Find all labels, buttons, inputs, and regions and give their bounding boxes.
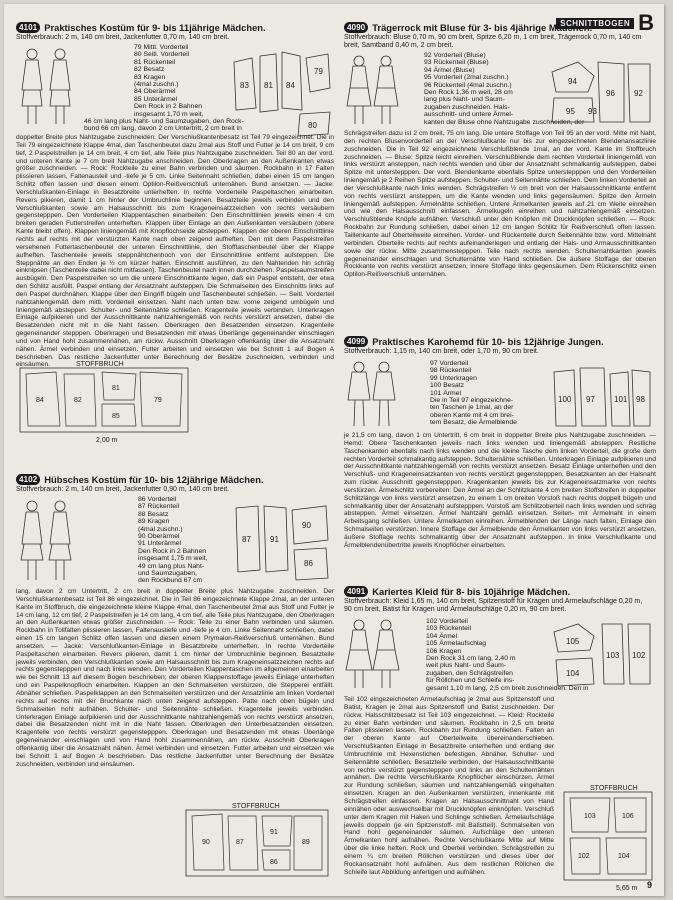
part-item: 81 Rückenteil: [134, 58, 176, 66]
part-item: (4mal zuschn.): [134, 81, 179, 89]
instructions-text: Schrägstreifen dazu ist 2 cm breit, 75 cm lang. Die untere Stoffage von Teil 95 an der vord. Mitte mit Naht, den rechten Blusenvorderteil an der Verschlußkante nur bis zur eingezeichneten Blendenansatzlinie zuschneiden. Die in Teil 92 eingezeichnete Verschlußblende 1mal, an der vord. Kante im Stoffbruch zuschneiden. — Bluse: Spitze leicht einreihen. Verschlußblende dem rechten Vorderteil liniengemäß von links verstürzt ansteppen, nach rechts wenden und über der Ansatznaht schmalkantig aufsteppen, dabei Spitze mit unterstepppen. Der vord. Blendenkante ebenfalls Spitze unterstepppen und den Vorderteilen liniengemäß je 2 Reihen Spitze aufsteppen. Schulter- und Seitennähte schließen. Dem linken Vorderteil an der Verschlußkante nach links wenden. Schrägstreifen ½ cm breit von der Halsausschnittkante entfernt von rechts verstürzt ansteppen, um die Kante wenden und links gegensäumen. Spitze den Ärmeln liniengemäß aufsteppen. Ärmelnähte schließen. Untere Ärmelkanten jeweils auf 21 cm Weite einreihen und wie den Halsausschnitt einfassen. Ärmelkugeln einreihen und nahtzahlengemäß einsetzen. Verschlußblende Knöpfe aufnähen. Verschluß unter den Knöpfen mit Druckknöpfen schließen. — Rock: Rockbahn zur Rundung schließen, dabei einen 12 cm langen Schlitz für Reißverschluß offen lassen. Taillenkante auf Oberteilweite einreihen. Vorder- und Rückenteile durch Seitennähte bzw. vord. Mittelnaht verbinden. Oberteile rechts auf rechts aufeinanderlegen und entlang der Hals- und Armausschnittkanten sowie der rückw. Mitte zusammenstepppen. Teile nach rechts wenden. Schulternahtkanten jeweils gegeneinander einschlagen und Schulternähte von Hand schließen. Die äußere Stoffage der oberen Rockkante von rechts verstürzt ansetzen, innere Stoffage links gegensäumen. Dem Rückenschlitz einen Optilon-Reißverschluß unternähen.: [344, 130, 656, 279]
figure-illustration: [16, 496, 78, 588]
figure-illustration: [16, 44, 78, 132]
svg-text:91: 91: [270, 535, 279, 544]
pattern-number-badge: 4091: [344, 586, 368, 597]
section-heading: Hübsches Kostüm für 10- bis 12jährige Mädchen.: [44, 474, 264, 485]
part-item: Den Rock 31 cm lang, 2,40 m: [426, 655, 516, 663]
svg-text:85: 85: [112, 413, 120, 420]
part-item: 98 Rückenteil: [430, 367, 472, 375]
part-item: oberen Kante mit 4 cm brei-: [430, 411, 514, 419]
svg-text:106: 106: [622, 813, 634, 820]
section-4101: [16, 22, 334, 462]
section-heading: Praktisches Karohemd für 10- bis 12jährige Jungen.: [372, 336, 604, 347]
part-item: kanten der Bluse ohne Nahtzugabe zuschneiden, der: [424, 118, 585, 126]
pattern-pieces-diagram: [550, 618, 654, 692]
svg-text:91: 91: [270, 829, 278, 836]
svg-text:93: 93: [588, 107, 597, 116]
part-item: 84 Oberärmel: [134, 88, 176, 96]
parts-list: [84, 44, 244, 133]
svg-text:86: 86: [304, 559, 313, 568]
svg-text:STOFFBRUCH: STOFFBRUCH: [590, 785, 638, 792]
instructions-text: je 21,5 cm lang, davon 1 cm Untertritt, 6 cm breit in doppelter Breite plus Nahtzugabe zuschneiden. — Hemd: Obere Taschenkanten jeweils nach links wenden und liniengemäß absteppen. Restliche Taschenkanten ebenfalls nach links wenden und die kleine Tasche dem linken Vorderteil, die große dem rechten Vorderteil schmalkantig aufsteppen. Schulternähte schließen. Unterkragen Einlage aufpikieren und der Ausschnittkante nahtzahlengemäß von rechts verstürzt ansetzen. Besatz Einlage unterheften und den Verschluß- und Krageneinsatzkanten von rechts verstürzt gegenstepppen. Besatzkanten an der Halsnaht zum rückw. Ausschnitt gegenstepppen. Kragenkanten jeweils bis zur Krageneinsatzmarke von rechts verstürzen. Ärmelschlitz vorbereiten: Den Ärmel an der Schlitzkante 4 cm breiten Stoffstreifen in doppelter Schlitzlänge von links verstürzt ansetzen, zu einem 1 cm breiten Vorstoß nach rechts doppelt bügeln und schmalkantig über der Ansatznaht aufstepppen. Vorstoß am Schlitzoberteil nach links wenden und schräg absteppen. Ärmel einsetzen. Ärmel Nahtzahl gemäß einsetzen. Seiten- mit Ärmelnaht in einem Arbeitsgang schließen. Untere Ärmelkanten einreihen. Ärmelblenden der Länge nach falten, Einlage den Schmalseiten verstürzen. Innere Stoffage der Ärmelblende den Ärmelkanten von links verstürzt ansetzen, äußere Stoffage rechts schmalkantig über der Ansatznaht aufsteppen. In linke Verschlußkante und Ärmelblendenübertritte jeweils Knopflöcher einarbeiten.: [344, 432, 656, 549]
part-item: 103 Rückenteil: [426, 625, 471, 633]
pattern-number-badge: 4099: [344, 336, 368, 347]
part-item: 91 Unterärmel: [138, 540, 182, 548]
part-item: 93 Rückenteil (Bluse): [424, 59, 489, 67]
schnittbogen-label: SCHNITTBOGEN: [556, 18, 634, 29]
svg-text:79: 79: [154, 397, 162, 404]
part-item: 83 Kragen: [134, 73, 166, 81]
svg-text:79: 79: [314, 67, 323, 76]
svg-text:104: 104: [618, 853, 630, 860]
part-item: (4mal zuschn.): [138, 525, 183, 533]
section-title: [16, 22, 334, 33]
section-title: [344, 22, 656, 33]
fabric-requirement: Stoffverbrauch: Bluse 0,70 m, 90 cm breit, Spitze 6,20 m, 1 cm breit, Trägerrock 0,70 m, 140 cm breit, Samtband 0,40 m, 2 cm breit.: [344, 34, 642, 50]
part-item: Den Rock 1,36 m weit, 28 cm: [424, 89, 513, 97]
section-4091: [344, 586, 656, 898]
section-4102: [16, 474, 334, 894]
svg-text:80: 80: [308, 121, 317, 130]
part-item: 88 Besatz: [138, 510, 169, 518]
part-item: ausschnitt- und untere Ärmel-: [424, 111, 514, 119]
section-heading: Kariertes Kleid für 8- bis 10jährige Mädchen.: [372, 586, 571, 597]
svg-text:92: 92: [634, 89, 643, 98]
part-item: 92 Vorderteil (Bluse): [424, 52, 486, 59]
part-item: 46 cm lang plus Naht- und Saumzugaben, den Rock-: [84, 118, 244, 126]
width-label: 2,00 m: [96, 437, 118, 444]
part-item: lang plus Naht- und Saum-: [424, 96, 505, 104]
part-item: 104 Ärmel: [426, 632, 457, 640]
parts-list: [138, 496, 208, 585]
pattern-pieces-diagram: [232, 500, 332, 584]
cutting-layout-diagram: [16, 360, 192, 444]
part-item: 99 Unterkragen: [430, 374, 477, 382]
pattern-pieces-diagram: [230, 48, 334, 140]
fabric-requirement: Stoffverbrauch: 2 m, 140 cm breit, Jackenfutter 0,70 m, 140 cm breit.: [16, 34, 230, 41]
part-item: zugaben zuschneiden. Hals-: [424, 103, 510, 111]
section-title: [344, 336, 656, 347]
part-item: 89 Kragen: [138, 518, 170, 526]
figure-illustration: [344, 616, 402, 694]
width-label: 5,65 m: [616, 885, 638, 892]
section-title: [16, 474, 334, 485]
part-item: 79 Mittl. Vorderteil: [134, 44, 189, 51]
part-item: 96 Rückenteil (4mal zuschn.): [424, 81, 512, 89]
part-item: 86 Vorderteil: [138, 496, 177, 503]
svg-text:81: 81: [264, 81, 273, 90]
svg-text:84: 84: [36, 397, 44, 404]
svg-text:82: 82: [74, 397, 82, 404]
part-item: 82 Besatz: [134, 66, 165, 74]
pattern-number-badge: 4101: [16, 22, 40, 33]
figure-illustration: [344, 52, 402, 132]
page-number: 9: [646, 880, 652, 890]
part-item: tem Besatz, die Ärmelblende: [430, 419, 517, 427]
section-heading: Trägerrock mit Bluse für 3- bis 4jährige Mädchen.: [372, 22, 593, 33]
svg-text:89: 89: [302, 839, 310, 846]
section-heading: Praktisches Kostüm für 9- bis 11jährige Mädchen.: [44, 22, 266, 33]
pattern-number-badge: 4090: [344, 22, 368, 33]
sheet-letter: B: [638, 10, 654, 35]
svg-text:94: 94: [568, 77, 577, 86]
svg-text:87: 87: [242, 535, 251, 544]
svg-text:97: 97: [586, 395, 595, 404]
part-item: ten Taschen je 1mal, an der: [430, 404, 514, 412]
section-4099: [344, 336, 656, 582]
svg-text:90: 90: [302, 521, 311, 530]
svg-text:98: 98: [636, 395, 645, 404]
cutting-layout-diagram: [182, 802, 332, 886]
part-item: 102 Vorderteil: [426, 618, 468, 625]
fabric-requirement: Stoffverbrauch: Kleid 1,65 m, 140 cm breit, Spitzenstoff für Kragen und Armelaufschläge 0,20 m, 90 cm breit, Batist für Kragen und Ärmelaufschläge 0,20 m, 90 cm breit.: [344, 598, 643, 614]
part-item: 49 cm lang plus Naht-: [138, 562, 205, 570]
svg-text:83: 83: [240, 81, 249, 90]
svg-text:86: 86: [270, 859, 278, 866]
part-item: bund 66 cm lang, davon 2 cm Untertritt, 2 cm breit in: [84, 125, 242, 133]
instructions-text: lang, davon 2 cm Untertritt, 2 cm breit in doppelter Breite plus Nahtzugabe zuschneiden. Der Verschlußkantenbesatz ist Teil 86 eingezeichnet. Die in Teil 86 eingezeichnete Klappe 2mal, an der unteren Kante im Stoffbruch, die eingezeichnete kleine Klappe 4mal, den Taschenbeutel 2mal aus Stoff und Futter je 14 cm lang, 12 cm tief, 2 Paspelstreifen je 14 cm lang, 4 cm tief, alle Teile plus Nahtzugabe, den Oberkragen an den Außenkanten etwas größer zuschneiden. — Rock: Teile zu einer Bahn verbinden und säumen. Rockbahn in Tollfalten plissieren lassen, Faltenaustiefe und -tiefe je 4 cm. Linke Seitennaht schließen, dabei einen 15 cm langen Schlitz offen lassen und diesen einem Prymalon-Reißverschluß unternähen. Bund ansetzen. — Jacke: Verschlußkanten-Einlage in Besatzbreite unterheften. In rechte Vorderteile Paspeltaschen einarbeiten. Revers pikieren, damit 1 cm hinter der Umbruchlinie beginnen. Besatzteile jeweils verbinden, den Verschlußkanten sowie am Halsausschnitt bis zum Krageneinsatzzeichen rechts auf rechts gegenstepppen und nach links wenden. Den Vorderteilen Klappentaschen im allgemeinen einarbeiten wie bei Schnitt 13 auf diesem Bogen beschrieben; der oberen Klappenstoffage jeweils Einlage unterheften und ein Paspelknopfloch einarbeiten. Klappen an den Schmalseiten verstürzen, die Stepperei entfällt. Abnäher schließen. Paspelklappen an den Schmalseiten verstürzen und der Ansatzlinie am linken Vorderteil rechts auf rechts mit der Bruchkante nach unten zeigend aufsteppen. Patte nach oben bügeln und Schmalseiten hohl aufnähen. Schulter- und Seitennähte schließen. Kragenteile jeweils verbinden. Unterkragen Einlage aufpikieren und der Ausschnittkante nahtzahlengemäß von rechts verstürzt ansetzen, dabei die Besatzenden nicht mit in die Naht fassen. Oberkragen den Unterbesatzenden einsetzen. Kragenteile von rechts verstürzt gegenstepppen. Oberkragen und Besatzenden mit etwas Überlänge gegeneinander einschlagen und von Hand hohl zusammennähen, am rückw. Ausschnitt Oberkragen offenkantig über die Ansatznaht nähen. Ärmel verbinden und einsetzen. Futter arbeiten und einsetzen wie bei Schnitt 1 auf Bogen A beschrieben. Das restliche Jackenfutter unter Berechnung der Besätze zuschneiden, verbinden und einsäumen.: [16, 588, 334, 768]
part-item: 97 Vorderteil: [430, 360, 469, 367]
pattern-pieces-diagram: [550, 362, 654, 432]
svg-text:84: 84: [286, 81, 295, 90]
pattern-number-badge: 4102: [16, 474, 40, 485]
part-item: den Rockbund 67 cm: [138, 577, 203, 585]
svg-text:102: 102: [578, 853, 590, 860]
svg-text:81: 81: [112, 385, 120, 392]
svg-text:87: 87: [236, 839, 244, 846]
fabric-requirement: Stoffverbrauch: 2 m, 140 cm breit, Jackenfutter 0,90 m, 140 cm breit.: [16, 486, 230, 493]
svg-text:101: 101: [614, 395, 628, 404]
part-item: 101 Ärmel: [430, 389, 461, 397]
part-item: 95 Vorderteil (2mal zuschn.): [424, 74, 509, 82]
svg-text:95: 95: [566, 107, 575, 116]
part-item: 90 Oberärmel: [138, 533, 180, 541]
part-item: 85 Unterärmel: [134, 95, 178, 103]
parts-list: [430, 360, 517, 427]
svg-text:102: 102: [632, 651, 646, 660]
part-item: Den Rock in 2 Bahnen: [138, 547, 207, 555]
svg-text:103: 103: [584, 813, 596, 820]
part-item: zugaben, den Schrägstreifen: [426, 669, 513, 677]
part-item: 80 Seitl. Vorderteil: [134, 51, 190, 59]
instructions-text: doppelter Breite plus Nahtzugabe zuschneiden. Der Verschlußkantenbesatz ist Teil 79 eingezeichnet. Die in Teil 79 eingezeichnete Klappe 4mal, den Taschenbeutel dazu 2mal aus Stoff und Futter je 14 cm breit, 9 cm tief, 2 Paspelstreifen je 14 cm breit, 4 cm tief, alle Teile plus Nahtzugabe zuschneiden. Teil 80 an der vord. und unteren Kante je 7 cm breit Nahtzugabe anschneiden. Den Oberkragen an den Außenkanten etwas größer zuschneiden. — Rock: Rockteile zu einer Bahn verbinden und säumen. Rockbahn in 17 Falten plissieren lassen, Faltenausteil und -tiefe je 5 cm. Linke Seitennaht schließen, dabei einen 15 cm langen Schlitz offen lassen und diesen einem Optilon-Reißverschluß unternähen. Bund ansetzen. — Jacke: Verschlußkanten-Einlage in Besatzbreite unterheften. In rechte Vorderteile Paspeltaschen einarbeiten. Revers pikieren, damit 1 cm hinter der Umbruchlinie beginnen. Besatzteile jeweils verbinden und den Verschlußkanten sowie am Halsausschnitt bis zum Krageneinsatzzeichen von rechts versäubern gegenstepppen. Den Vorderteilen Klappentaschen einarbeiten: Den Einschnittlinien jeweils einen 4 cm breiten geraden Futterstreifen unterheften. Klappen über Einlage an den Außenkanten versäubern (obere Kante bleibt offen). Klappen liniengemäß mit Knopflochseide absteppen. Klappen der oberen Einschnittlinie rechts auf rechts mit der verstürzten Kante nach oben zeigend aufheften. Den mit dem Paspelstreifen versehenen Futtertaschenbeutel der unteren Einschnittlinie, den Stofftaschenbeutel über der Klappe aufheften. Taschenteile jeweils steppnähtchenhoch von der Einschnittlinie entfernt aufsteppen. Die Steppnähte an den Enden je ½ cm kürzer halten. Einschnitt ausführen, zu den Nahtenden hin schräg einknipsen (Taschenteile dabei nicht mitfassen). Taschenbeutel nach innen durchziehen. Paspelsaumstreifen ausbügeln. Den Paspelstreifen so um die untere Einschnittkante legen, daß ein Paspel entsteht, der etwa den Schlitz ausfüllt. Paspel entlang der Ansatznaht aufsteppen. Die Schmalseiten des Einschnitts links auf den Paspel durchnähen. Klappe über den Eingriff bügeln und Taschenbeutel schließen. — Seitl. Vorderteil nahtzahlengemäß dem mittl. Vorderteil einsetzen. Naht nach unten bzw. vorne zeigend umbügeln und liniengemäß absteppen. Schulter- und Seitennähte schließen. Kragenteile jeweils verbinden. Unterkragen Einlage aufpikieren und der Ausschnittkante nahtzahlengemäß von rechts verstürzt ansetzen, dabei die Besatzenden nicht mit in die Naht fassen. Oberkragen den Besatzenden einsetzen. Kragenteile gegeneinander stepppen. Oberkragen und Besatzenden mit etwas Überlänge gegeneinander einschlagen und von Hand hohl zusammennähen, am rückw. Ausschnitt Oberkragen offenkantig über die Ansatznaht nähen. Ärmel verbinden und einsetzen. Futter arbeiten und einsetzen wie bei Schnitt 1 auf Bogen A beschrieben. Das restliche Jackenfutter unter Berechnung der Besätze zuschneiden, verbinden und einsäumen.: [16, 134, 334, 369]
instructions-text: Teil 102 eingezeichneten Armelaufschlag je 2mal aus Spitzenstoff und Batist, Kragen je 2mal aus Spitzenstoff und Batist zuschneiden. Der rückw. Halsschlitzbesatz ist Teil 103 eingezeichnet. — Kleid: Rockteile zu einer Bahn verbinden und säumen. Rockbahn in 2,5 cm breite Falten plissieren lassen. Rockbahn zur Rundung schließen. Falten an der oberen Kante auf Oberteilweite übereinanderschieben. Verschlußkanten Einlage in Besatzbreite unterheften und entlang der Umbruchlinie mit Hexenstichen befestigen. Abnäher, Schulter- und Seitennähte schließen. Besatzteile verbinden, der Halsausschnittkante von rechts verstürzt gegenstepppen und links an den Schulternähten annähen. Die rechte Verschlußkante Knopflöcher einschürzen. Ärmel zur Rundung schließen, säumen und nahtzahlengemäß eingehalten einsetzen. Kragen an den Außenkanten verstürzen, innenkante mit Schrägstreifen einfassen. Kragen an Halsausschnittnaht von Hand einnähen oder auswechselbar mit Druckknöpfen einknöpfen. Verschluß unter dem Kragen mit Haken und Schlinge schließen. Ärmelaufschläge jeweils doppeln (je ein Spitzenstoff- mit Batistteil). Schmalseiten von Hand hohl gegeneinander säumen. Aufschläge den unteren Ärmelkanten hohl aufnähen. Rechte Verschlußkante Mitte auf Mitte über die linke heften. Rock und Oberteil verbinden. Schrägstreifen zu einem ¼ cm breiten Röllchen verstürzen und dieses über der Rockansatznaht hohl aufnähen. Aus dem restlichen Röllchen die Schleife laut Abbildung anfertigen und aufnähen.: [344, 696, 554, 876]
section-title: [344, 586, 656, 597]
cutting-layout-diagram: [560, 782, 656, 892]
fold-label: STOFFBRUCH: [76, 361, 124, 368]
part-item: gesamt 1,10 m lang, 2,5 cm breit zuschneiden. Den in: [426, 684, 589, 692]
part-item: Die in Teil 97 eingezeichne-: [430, 397, 513, 405]
part-item: 105 Ärmelaufschlag: [426, 640, 487, 648]
svg-text:105: 105: [566, 637, 580, 646]
fabric-requirement: Stoffverbrauch: 1,15 m, 140 cm breit, oder 1,70 m, 90 cm breit.: [344, 348, 539, 355]
svg-text:96: 96: [606, 89, 615, 98]
part-item: 100 Besatz: [430, 382, 465, 390]
section-4090: [344, 22, 656, 334]
part-item: und Saumzugaben,: [138, 570, 197, 578]
part-item: 94 Ärmel (Bluse): [424, 66, 475, 74]
part-item: Den Rock in 2 Bahnen: [134, 103, 203, 111]
part-item: 106 Kragen: [426, 647, 462, 655]
svg-text:90: 90: [202, 839, 210, 846]
part-item: insgesamt 1,75 m weit,: [138, 555, 208, 563]
part-item: weit plus Naht- und Saum-: [426, 662, 507, 670]
svg-text:104: 104: [566, 669, 580, 678]
figure-illustration: [344, 358, 400, 432]
pattern-pieces-diagram: [548, 52, 654, 132]
pattern-page: [4, 4, 664, 896]
part-item: für Röllchen und Schleife ins-: [426, 677, 515, 685]
part-item: 87 Rückenteil: [138, 503, 180, 511]
svg-text:103: 103: [606, 651, 620, 660]
svg-text:STOFFBRUCH: STOFFBRUCH: [232, 803, 280, 810]
svg-text:100: 100: [558, 395, 572, 404]
part-item: insgesamt 1,70 m weit,: [134, 110, 204, 118]
